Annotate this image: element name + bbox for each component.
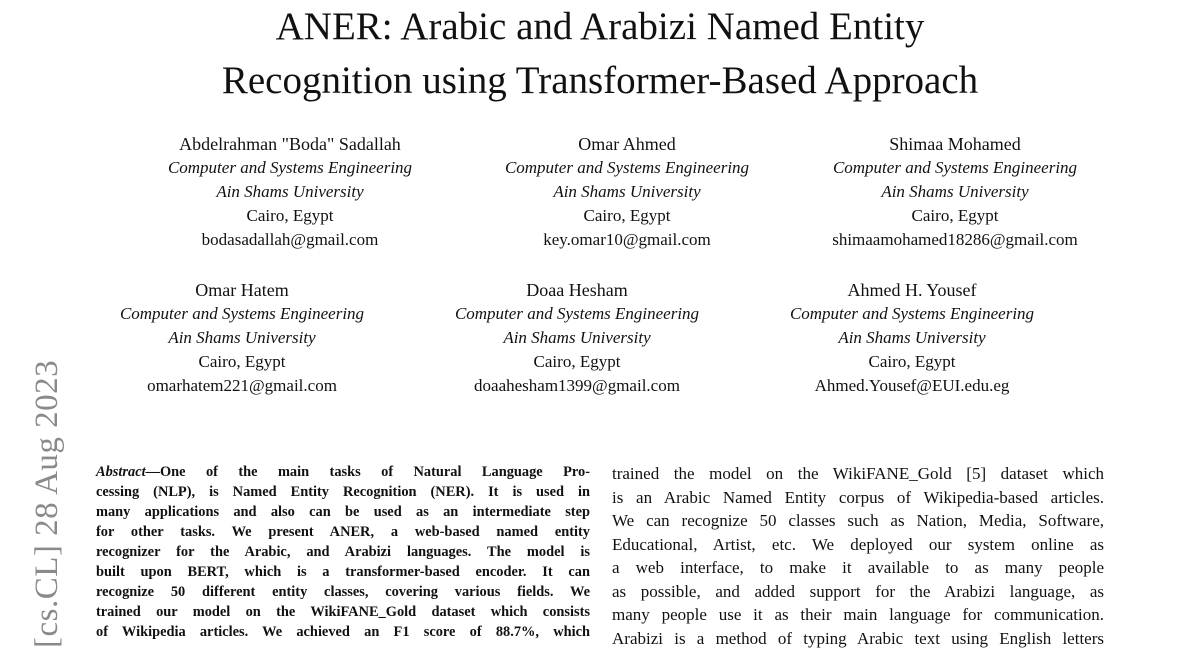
abstract-line: Abstract—One of the main tasks of Natural Language Pro-	[96, 462, 590, 482]
author-block	[795, 132, 1115, 252]
body-line: is an Arabic Named Entity corpus of Wikipedia-based articles.	[612, 486, 1104, 510]
title-line-2: Recognition using Transformer-Based Approach	[0, 54, 1200, 108]
author-univ: Ain Shams University	[752, 326, 1072, 350]
abstract-line: built upon BERT, which is a transformer-based encoder. It can	[96, 562, 590, 582]
author-block	[417, 278, 737, 398]
author-email: key.omar10@gmail.com	[467, 228, 787, 252]
author-block	[130, 132, 450, 252]
body-line: Educational, Artist, etc. We deployed our system online as	[612, 533, 1104, 557]
author-name: Shimaa Mohamed	[795, 132, 1115, 156]
author-name: Omar Ahmed	[467, 132, 787, 156]
abstract-label: Abstract	[96, 464, 146, 480]
author-name: Ahmed H. Yousef	[752, 278, 1072, 302]
author-city: Cairo, Egypt	[467, 204, 787, 228]
body-line: a web interface, to make it available to as many people	[612, 556, 1104, 580]
author-univ: Ain Shams University	[82, 326, 402, 350]
author-name: Omar Hatem	[82, 278, 402, 302]
author-univ: Ain Shams University	[417, 326, 737, 350]
author-email: shimaamohamed18286@gmail.com	[795, 228, 1115, 252]
author-dept: Computer and Systems Engineering	[82, 302, 402, 326]
abstract-line: many applications and also can be used as an intermediate step	[96, 502, 590, 522]
author-city: Cairo, Egypt	[82, 350, 402, 374]
author-email: omarhatem221@gmail.com	[82, 374, 402, 398]
abstract-line: of Wikipedia articles. We achieved an F1 score of 88.7%, which	[96, 622, 590, 642]
author-email: Ahmed.Yousef@EUI.edu.eg	[752, 374, 1072, 398]
author-name: Abdelrahman "Boda" Sadallah	[130, 132, 450, 156]
author-block	[467, 132, 787, 252]
body-text	[612, 462, 1104, 650]
author-city: Cairo, Egypt	[417, 350, 737, 374]
author-dept: Computer and Systems Engineering	[130, 156, 450, 180]
title-line-1: ANER: Arabic and Arabizi Named Entity	[0, 0, 1200, 54]
abstract-line: trained our model on the WikiFANE_Gold dataset which consists	[96, 602, 590, 622]
abstract-line: recognize 50 different entity classes, covering various fields. We	[96, 582, 590, 602]
paper-title	[0, 0, 1200, 108]
body-line: many people use it as their main language for communication.	[612, 603, 1104, 627]
author-city: Cairo, Egypt	[752, 350, 1072, 374]
author-dept: Computer and Systems Engineering	[752, 302, 1072, 326]
author-univ: Ain Shams University	[467, 180, 787, 204]
body-line: trained the model on the WikiFANE_Gold [5] dataset which	[612, 462, 1104, 486]
abstract	[96, 462, 590, 642]
author-city: Cairo, Egypt	[795, 204, 1115, 228]
arxiv-stamp-text: [cs.CL] 28 Aug 2023	[29, 360, 66, 648]
author-email: doaahesham1399@gmail.com	[417, 374, 737, 398]
author-univ: Ain Shams University	[130, 180, 450, 204]
body-line: Arabizi is a method of typing Arabic text using English letters	[612, 627, 1104, 650]
abstract-line: cessing (NLP), is Named Entity Recognition (NER). It is used in	[96, 482, 590, 502]
abstract-line: for other tasks. We present ANER, a web-based named entity	[96, 522, 590, 542]
author-block	[82, 278, 402, 398]
arxiv-stamp	[22, 300, 66, 648]
author-email: bodasadallah@gmail.com	[130, 228, 450, 252]
author-block	[752, 278, 1072, 398]
author-dept: Computer and Systems Engineering	[467, 156, 787, 180]
author-city: Cairo, Egypt	[130, 204, 450, 228]
body-line: as possible, and added support for the Arabizi language, as	[612, 580, 1104, 604]
abstract-line: recognizer for the Arabic, and Arabizi languages. The model is	[96, 542, 590, 562]
body-line: We can recognize 50 classes such as Nation, Media, Software,	[612, 509, 1104, 533]
author-dept: Computer and Systems Engineering	[417, 302, 737, 326]
author-dept: Computer and Systems Engineering	[795, 156, 1115, 180]
author-name: Doaa Hesham	[417, 278, 737, 302]
author-univ: Ain Shams University	[795, 180, 1115, 204]
